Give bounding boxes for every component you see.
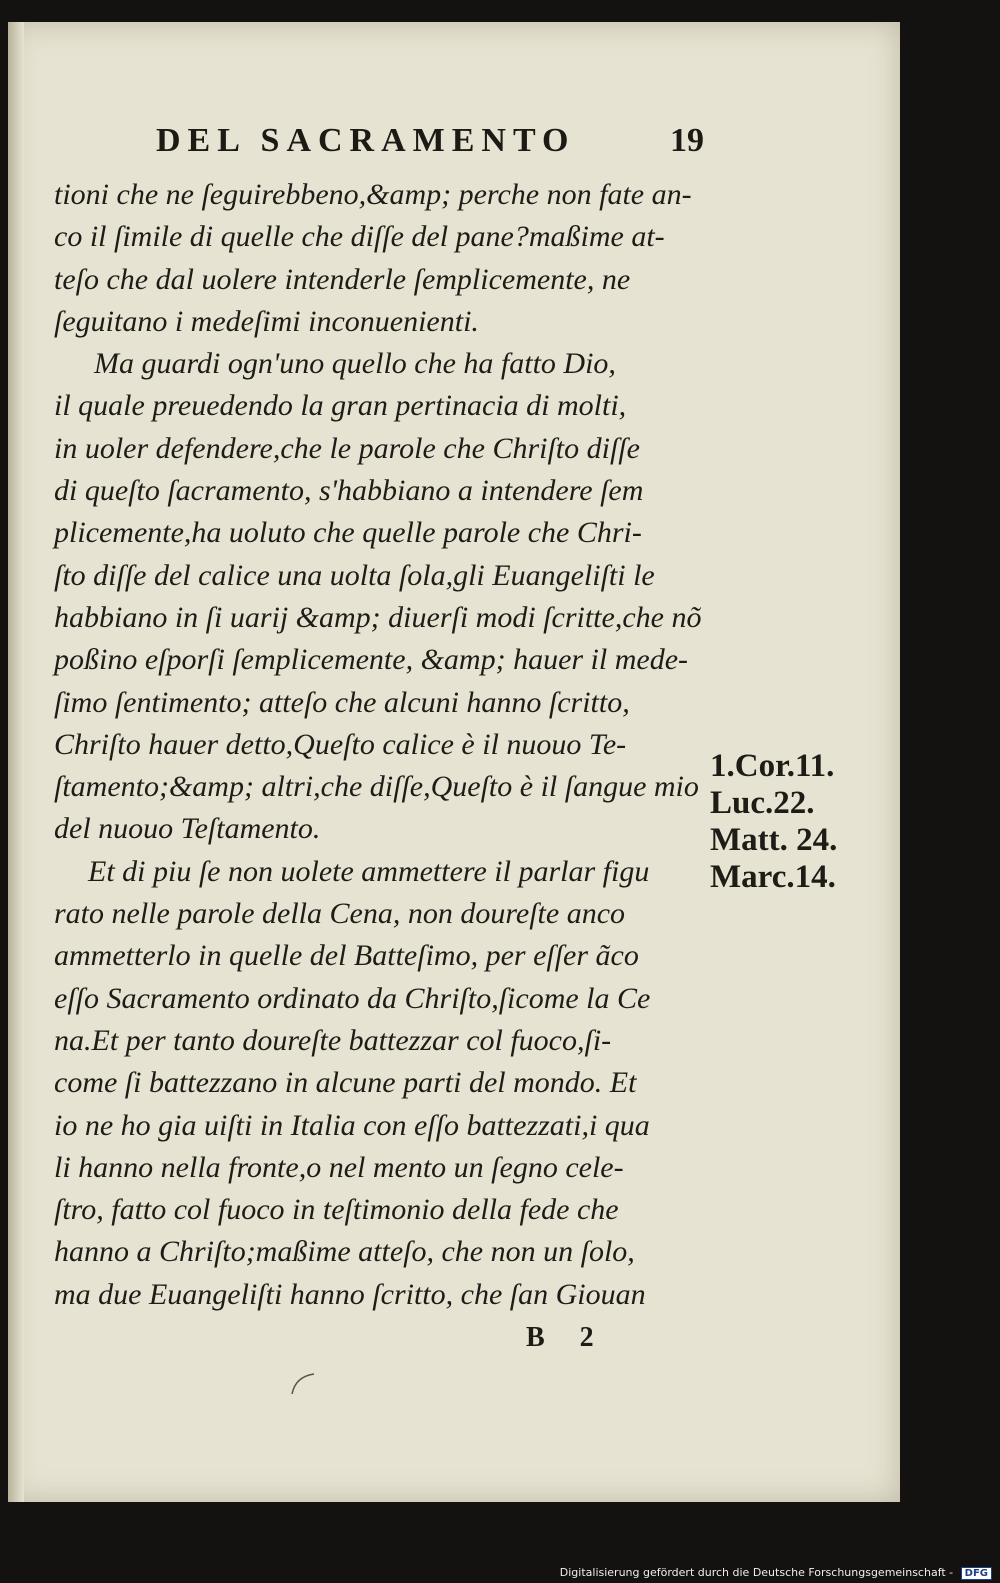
margin-ref: Luc.22. — [710, 785, 815, 821]
text-line: di queſto ſacramento, s'habbiano a intendere ſem — [54, 474, 644, 508]
text-line: li hanno nella fronte,o nel mento un ſegno cele- — [54, 1150, 624, 1184]
text-line: ſimo ſentimento; atteſo che alcuni hanno ſcritto, — [54, 685, 630, 719]
text-line: in uoler defendere,che le parole che Chriſto diſſe — [54, 431, 640, 465]
text-line: ſto diſſe del calice una uolta ſola,gli Euangeliſti le — [54, 558, 655, 592]
text-line: na.Et per tanto doureſte battezzar col fuoco,ſi- — [54, 1023, 612, 1057]
dfg-logo-icon: DFG — [961, 1567, 992, 1580]
text-line: plicemente,ha uoluto che quelle parole che Chri- — [54, 516, 642, 550]
digitization-footer — [560, 1566, 992, 1580]
footer-text: Digitalisierung gefördert durch die Deutsche Forschungsgemeinschaft - — [559, 1566, 954, 1579]
margin-ref: 1.Cor.11. — [710, 748, 835, 784]
running-title: DEL SACRAMENTO — [156, 122, 576, 159]
text-line: Et di piu ſe non uolete ammettere il parlar figu — [88, 854, 650, 888]
text-line: ſeguitano i medeſimi inconuenienti. — [54, 304, 479, 338]
text-line: Ma guardi ogn'uno quello che ha fatto Dio, — [94, 347, 616, 381]
text-line: io ne ho gia uiſti in Italia con eſſo battezzati,i qua — [54, 1108, 650, 1142]
text-line: ammetterlo in quelle del Batteſimo, per eſſer ãco — [54, 939, 639, 973]
marginal-references — [710, 748, 837, 896]
pen-mark-icon — [288, 1368, 318, 1398]
text-line: Chriſto hauer detto,Queſto calice è il nuouo Te- — [54, 727, 627, 761]
text-line: tioni che ne ſeguirebbeno,&amp; perche non fate an- — [54, 178, 692, 211]
book-page — [8, 22, 900, 1502]
text-line: come ſi battezzano in alcune parti del mondo. Et — [54, 1066, 637, 1100]
body-text — [54, 174, 704, 1316]
text-line: ma due Euangeliſti hanno ſcritto, che ſan Giouan — [54, 1277, 646, 1311]
text-line: co il ſimile di quelle che diſſe del pane?maßime at- — [54, 220, 665, 254]
text-line: del nuouo Teſtamento. — [54, 812, 321, 846]
page-number: 19 — [670, 122, 704, 159]
text-line: ſtamento;&amp; altri,che diſſe,Queſto è il ſangue mio — [54, 770, 699, 804]
text-line: teſo che dal uolere intenderle ſemplicemente, ne — [54, 262, 631, 296]
text-line: eſſo Sacramento ordinato da Chriſto,ſicome la Ce — [54, 981, 651, 1015]
text-line: poßino eſporſi ſemplicemente, &amp; hauer il mede- — [54, 643, 689, 677]
margin-ref: Matt. 24. — [710, 822, 838, 858]
signature-mark: B 2 — [526, 1322, 608, 1353]
text-line: hanno a Chriſto;maßime atteſo, che non un ſolo, — [54, 1235, 635, 1269]
text-line: ſtro, fatto col fuoco in teſtimonio della fede che — [54, 1193, 619, 1227]
margin-ref: Marc.14. — [710, 859, 836, 895]
text-line: habbiano in ſi uarij &amp; diuerſi modi ſcritte,che nõ — [54, 600, 702, 634]
text-line: rato nelle parole della Cena, non doureſte anco — [54, 897, 626, 931]
page-header — [156, 114, 716, 174]
text-line: il quale preuedendo la gran pertinacia di molti, — [54, 389, 627, 423]
page-gutter — [8, 22, 24, 1502]
